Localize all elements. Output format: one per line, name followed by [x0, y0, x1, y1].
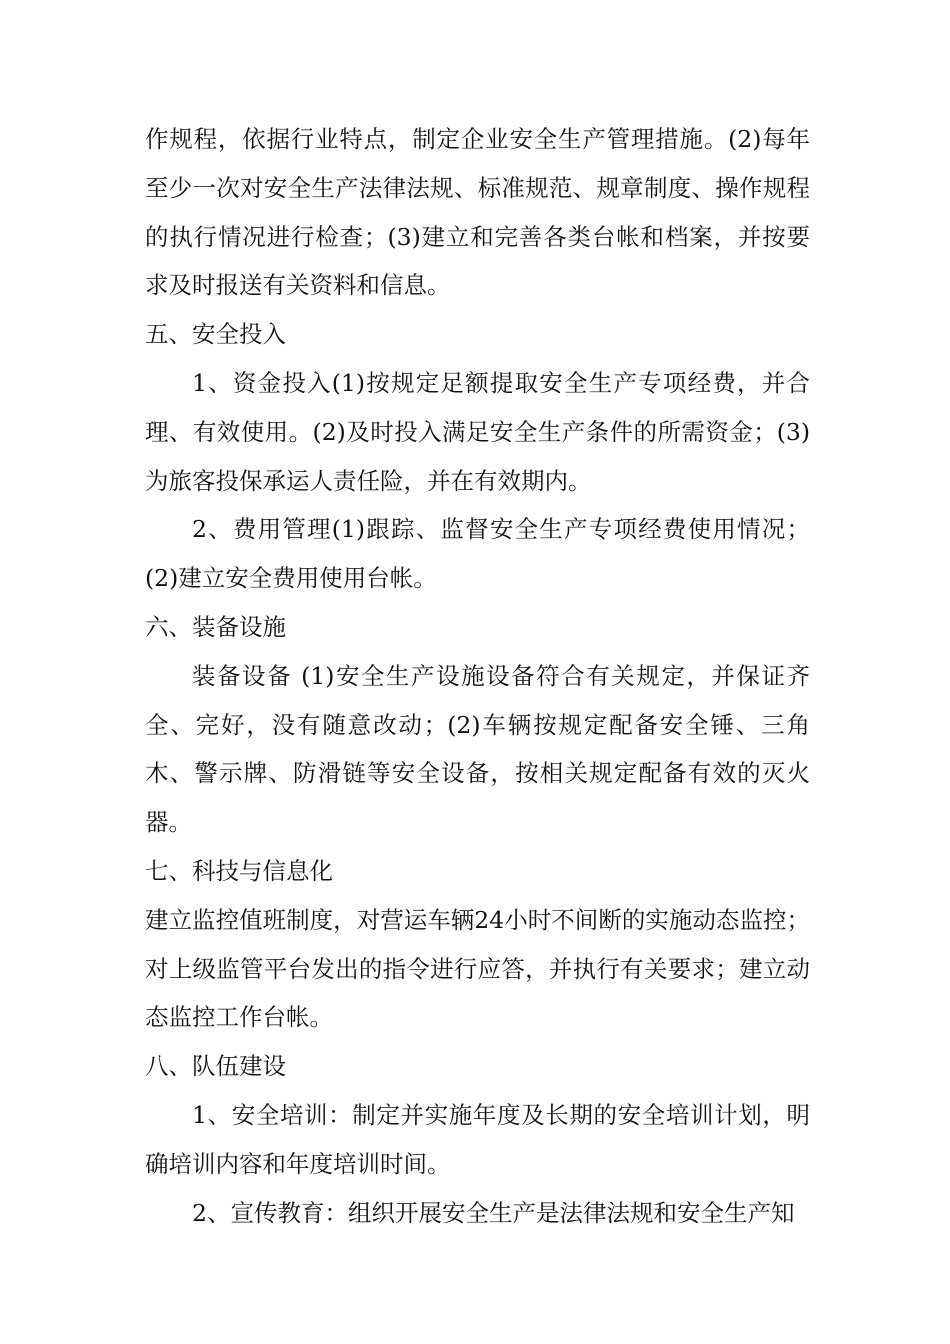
document-body	[145, 115, 810, 1237]
paragraph-publicity-education: 2、宣传教育：组织开展安全生产是法律法规和安全生产知	[192, 1198, 795, 1227]
heading-equipment-facilities: 六、装备设施	[145, 612, 286, 641]
heading-team-building: 八、队伍建设	[145, 1052, 286, 1081]
paragraph-monitoring: 建立监控值班制度，对营运车辆24小时不间断的实施动态监控；对上级监管平台发出的指令进行应答，并执行有关要求；建立动态监控工作台帐。	[145, 905, 810, 1032]
heading-technology-informatization: 七、科技与信息化	[145, 856, 333, 885]
paragraph-continued-regulations: 作规程，依据行业特点，制定企业安全生产管理措施。(2)每年至少一次对安全生产法律法规、标准规范、规章制度、操作规程的执行情况进行检查；(3)建立和完善各类台帐和档案，并按要求及时报送有关资料和信息。	[145, 125, 810, 300]
paragraph-fund-investment: 1、资金投入(1)按规定足额提取安全生产专项经费，并合理、有效使用。(2)及时投入满足安全生产条件的所需资金；(3)为旅客投保承运人责任险，并在有效期内。	[145, 368, 810, 495]
heading-safety-investment: 五、安全投入	[145, 320, 286, 349]
paragraph-equipment: 装备设备 (1)安全生产设施设备符合有关规定，并保证齐全、完好，没有随意改动；(2)车辆按规定配备安全锤、三角木、警示牌、防滑链等安全设备，按相关规定配备有效的灭火器。	[145, 661, 810, 837]
paragraph-safety-training: 1、安全培训：制定并实施年度及长期的安全培训计划，明确培训内容和年度培训时间。	[145, 1100, 810, 1178]
paragraph-cost-management: 2、费用管理(1)跟踪、监督安全生产专项经费使用情况；(2)建立安全费用使用台帐。	[145, 515, 810, 593]
